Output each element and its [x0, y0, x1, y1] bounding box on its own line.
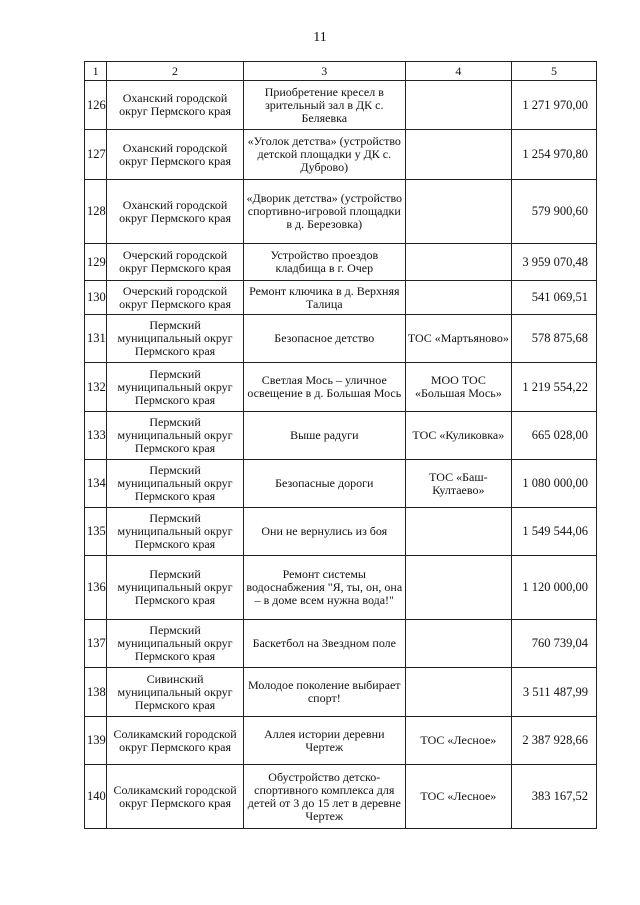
header-col-2: 2	[107, 62, 244, 81]
amount-cell: 760 739,04	[511, 620, 596, 668]
project-cell: «Уголок детства» (устройство детской площадки у ДК с. Дуброво)	[243, 130, 405, 180]
tos-cell: ТОС «Баш-Култаево»	[405, 460, 511, 508]
row-number: 129	[85, 244, 107, 281]
project-cell: Ремонт системы водоснабжения "Я, ты, он, она – в доме всем нужна вода!"	[243, 556, 405, 620]
amount-cell: 1 549 544,06	[511, 508, 596, 556]
municipality-cell: Пермский муниципальный округ Пермского края	[107, 315, 244, 363]
project-cell: Светлая Мось – уличное освещение в д. Большая Мось	[243, 363, 405, 412]
tos-cell: ТОС «Мартьяново»	[405, 315, 511, 363]
table-row	[85, 765, 597, 829]
row-number: 133	[85, 412, 107, 460]
tos-cell: МОО ТОС «Большая Мось»	[405, 363, 511, 412]
tos-cell: ТОС «Лесное»	[405, 765, 511, 829]
tos-cell	[405, 130, 511, 180]
amount-cell: 541 069,51	[511, 281, 596, 315]
table-row	[85, 508, 597, 556]
municipality-cell: Пермский муниципальный округ Пермского края	[107, 460, 244, 508]
row-number: 131	[85, 315, 107, 363]
project-cell: «Дворик детства» (устройство спортивно-игровой площадки в д. Березовка)	[243, 180, 405, 244]
header-col-1: 1	[85, 62, 107, 81]
table-row	[85, 315, 597, 363]
municipality-cell: Очерский городской округ Пермского края	[107, 244, 244, 281]
header-col-4: 4	[405, 62, 511, 81]
amount-cell: 1 254 970,80	[511, 130, 596, 180]
project-cell: Баскетбол на Звездном поле	[243, 620, 405, 668]
amount-cell: 1 080 000,00	[511, 460, 596, 508]
municipality-cell: Сивинский муниципальный округ Пермского края	[107, 668, 244, 717]
tos-cell	[405, 508, 511, 556]
project-cell: Аллея истории деревни Чертеж	[243, 717, 405, 765]
table-row	[85, 180, 597, 244]
tos-cell	[405, 668, 511, 717]
page-number: 11	[313, 30, 327, 45]
row-number: 140	[85, 765, 107, 829]
tos-cell: ТОС «Лесное»	[405, 717, 511, 765]
municipality-cell: Пермский муниципальный округ Пермского края	[107, 363, 244, 412]
project-cell: Безопасные дороги	[243, 460, 405, 508]
municipality-cell: Соликамский городской округ Пермского края	[107, 717, 244, 765]
tos-cell	[405, 281, 511, 315]
amount-cell: 665 028,00	[511, 412, 596, 460]
municipality-cell: Пермский муниципальный округ Пермского края	[107, 412, 244, 460]
amount-cell: 1 120 000,00	[511, 556, 596, 620]
tos-cell	[405, 556, 511, 620]
amount-cell: 578 875,68	[511, 315, 596, 363]
tos-cell: ТОС «Куликовка»	[405, 412, 511, 460]
tos-cell	[405, 180, 511, 244]
table-body	[85, 81, 597, 829]
table-row	[85, 717, 597, 765]
table-row	[85, 556, 597, 620]
table-row	[85, 460, 597, 508]
project-cell: Ремонт ключика в д. Верхняя Талица	[243, 281, 405, 315]
amount-cell: 1 271 970,00	[511, 81, 596, 130]
project-cell: Обустройство детско-спортивного комплекса для детей от 3 до 15 лет в деревне Чертеж	[243, 765, 405, 829]
row-number: 138	[85, 668, 107, 717]
row-number: 132	[85, 363, 107, 412]
row-number: 130	[85, 281, 107, 315]
tos-cell	[405, 81, 511, 130]
tos-cell	[405, 620, 511, 668]
amount-cell: 383 167,52	[511, 765, 596, 829]
row-number: 127	[85, 130, 107, 180]
amount-cell: 3 959 070,48	[511, 244, 596, 281]
municipality-cell: Соликамский городской округ Пермского края	[107, 765, 244, 829]
amount-cell: 3 511 487,99	[511, 668, 596, 717]
project-cell: Они не вернулись из боя	[243, 508, 405, 556]
amount-cell: 579 900,60	[511, 180, 596, 244]
amount-cell: 2 387 928,66	[511, 717, 596, 765]
table-row	[85, 668, 597, 717]
table-header-row	[85, 62, 597, 81]
project-cell: Выше радуги	[243, 412, 405, 460]
project-cell: Молодое поколение выбирает спорт!	[243, 668, 405, 717]
table-row	[85, 130, 597, 180]
table-row	[85, 244, 597, 281]
municipality-cell: Оханский городской округ Пермского края	[107, 81, 244, 130]
tos-cell	[405, 244, 511, 281]
project-cell: Приобретение кресел в зрительный зал в ДК с. Беляевка	[243, 81, 405, 130]
table-row	[85, 81, 597, 130]
municipality-cell: Очерский городской округ Пермского края	[107, 281, 244, 315]
amount-cell: 1 219 554,22	[511, 363, 596, 412]
row-number: 137	[85, 620, 107, 668]
table-row	[85, 412, 597, 460]
row-number: 135	[85, 508, 107, 556]
table-row	[85, 620, 597, 668]
row-number: 126	[85, 81, 107, 130]
row-number: 128	[85, 180, 107, 244]
municipality-cell: Пермский муниципальный округ Пермского края	[107, 556, 244, 620]
municipality-cell: Оханский городской округ Пермского края	[107, 180, 244, 244]
row-number: 136	[85, 556, 107, 620]
municipality-cell: Пермский муниципальный округ Пермского края	[107, 620, 244, 668]
header-col-5: 5	[511, 62, 596, 81]
projects-table	[84, 61, 597, 829]
project-cell: Устройство проездов кладбища в г. Очер	[243, 244, 405, 281]
project-cell: Безопасное детство	[243, 315, 405, 363]
row-number: 139	[85, 717, 107, 765]
table-row	[85, 281, 597, 315]
row-number: 134	[85, 460, 107, 508]
municipality-cell: Оханский городской округ Пермского края	[107, 130, 244, 180]
table-row	[85, 363, 597, 412]
municipality-cell: Пермский муниципальный округ Пермского края	[107, 508, 244, 556]
header-col-3: 3	[243, 62, 405, 81]
